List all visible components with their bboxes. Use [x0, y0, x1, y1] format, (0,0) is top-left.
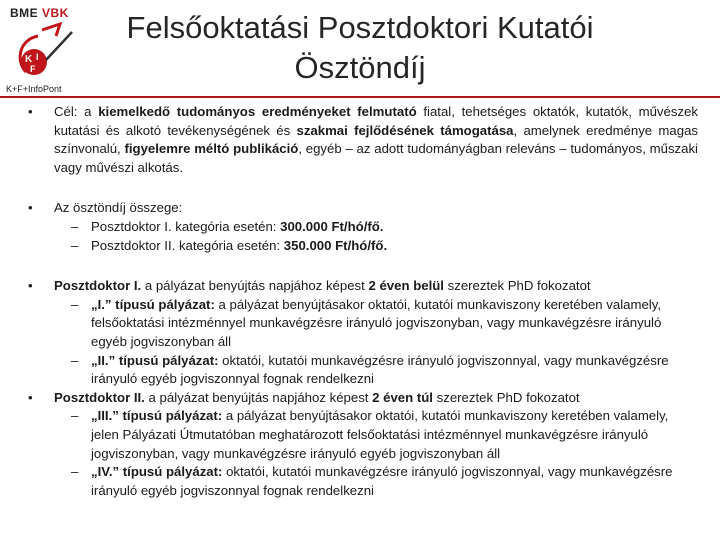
logo-text-bottom: K+F+InfoPont	[6, 84, 62, 94]
svg-text:I: I	[36, 52, 39, 62]
bullet-postdoc-2: • Posztdoktor II. a pályázat benyújtás napjához képest 2 éven túl szereztek PhD fokozatot	[28, 389, 698, 408]
amount-heading: Az ösztöndíj összege:	[54, 200, 183, 216]
bullet-dot: •	[28, 200, 33, 216]
bullet-postdoc-1: • Posztdoktor I. a pályázat benyújtás napjához képest 2 éven belül szereztek PhD fokozatot	[28, 277, 698, 296]
amount-item-1: – Posztdoktor I. kategória esetén: 300.000 Ft/hó/fő.	[71, 218, 698, 237]
title-line-1: Felsőoktatási Posztdoktori Kutatói	[126, 10, 594, 45]
postdoc-2-type-iii: – „III.” típusú pályázat: a pályázat benyújtásakor oktatói, kutatói munkaviszony keretében valamely, jelen Pályázati Útmutatóban meghatározott felsőoktatási intézménnyel munkavégzésre irányuló jogviszonyban, vagy munkavégzésre irányuló egyéb jogviszonyban áll	[71, 407, 698, 463]
svg-text:K: K	[25, 54, 33, 65]
dash: –	[71, 352, 79, 368]
postdoc-1-type-i: – „I.” típusú pályázat: a pályázat benyújtásakor oktatói, kutatói munkaviszony keretében valamely, felsőoktatási intézménnyel munkavégzésre irányuló jogviszonyban, vagy munkavégzésre irányuló egyéb jogviszonyban áll	[71, 296, 698, 352]
amount-item-2: – Posztdoktor II. kategória esetén: 350.000 Ft/hó/fő.	[71, 237, 698, 256]
postdoc-1-type-ii: – „II.” típusú pályázat: oktatói, kutatói munkavégzésre irányuló jogviszonnyal, vagy munkavégzésre irányuló egyéb jogviszonnyal fognak rendelkezni	[71, 352, 698, 389]
logo-text-top: BME VBK	[10, 6, 69, 20]
dash: –	[71, 296, 79, 312]
svg-text:F: F	[30, 64, 36, 74]
title-line-2: Ösztöndíj	[294, 50, 426, 85]
bullet-goal	[28, 103, 698, 177]
title-divider	[0, 96, 720, 98]
bullet-list	[28, 103, 698, 500]
bullet-dot: •	[28, 389, 33, 405]
postdoc-2-type-iv: – „IV.” típusú pályázat: oktatói, kutatói munkavégzésre irányuló jogviszonnyal, vagy munkavégzésre irányuló egyéb jogviszonnyal fognak rendelkezni	[71, 463, 698, 500]
goal-text: Cél: a kiemelkedő tudományos eredményeket felmutató fiatal, tehetséges oktatók, kutatók, művészek kutatási és alkotó tevékenységének és szakmai fejlődésének támogatása, amelynek eredménye magas színvonalú, figyelemre méltó publikáció, egyéb – az adott tudományágban releváns – tudományos, műszaki vagy művészi alkotás.	[54, 104, 698, 175]
dash: –	[71, 408, 79, 424]
bullet-dot: •	[28, 104, 33, 119]
bullet-dot: •	[28, 278, 33, 294]
dash: –	[71, 464, 79, 480]
dash: –	[71, 218, 79, 234]
logo-emblem	[10, 22, 80, 84]
logo	[6, 4, 84, 96]
dash: –	[71, 237, 79, 253]
page-title	[90, 8, 630, 88]
bullet-amount	[28, 199, 698, 218]
